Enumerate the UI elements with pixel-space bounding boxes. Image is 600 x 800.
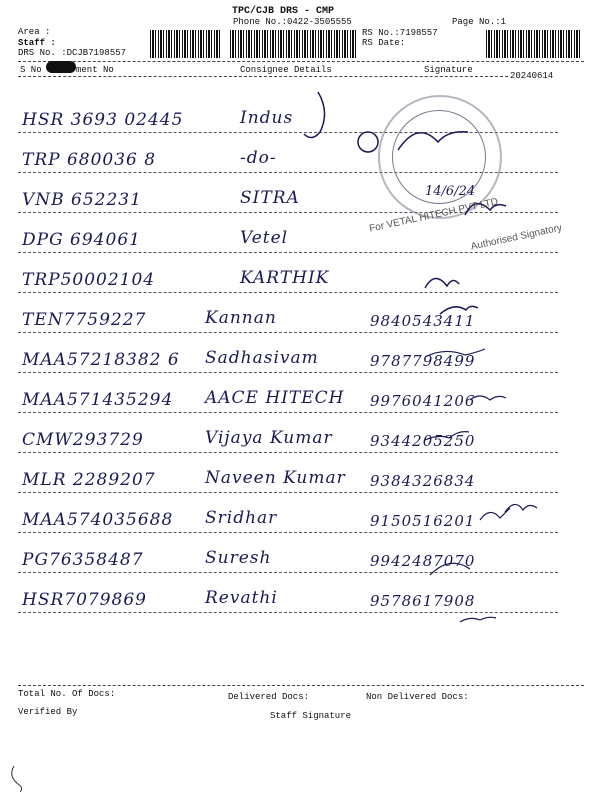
consignee-phone: 9384326834 xyxy=(370,472,476,490)
date-stamp: 20240614 xyxy=(510,71,554,81)
consignee-name: Vetel xyxy=(240,228,289,248)
stamp-date: 14/6/24 xyxy=(425,184,476,199)
signature-1 xyxy=(398,132,468,150)
consignee-name: Suresh xyxy=(205,548,272,568)
signature-5 xyxy=(425,278,459,288)
document-number: DPG 694061 xyxy=(22,230,141,250)
signature-7 xyxy=(425,349,485,357)
verified-by: Verified By xyxy=(18,707,78,717)
signature-8 xyxy=(470,396,506,400)
col-consignee: Consignee Details xyxy=(240,65,332,75)
col-document: ment No xyxy=(76,65,114,75)
document-number: CMW293729 xyxy=(22,430,144,450)
col-sno: S No xyxy=(20,65,42,75)
consignee-phone: 9787798499 xyxy=(370,352,476,370)
signature-9 xyxy=(425,432,469,440)
consignee-name: Revathi xyxy=(205,588,278,608)
consignee-name: Vijaya Kumar xyxy=(205,428,333,448)
phone-number: Phone No.:0422-3505555 xyxy=(233,17,352,27)
total-docs: Total No. Of Docs: xyxy=(18,689,116,699)
drs-number: DRS No. :DCJB7198557 xyxy=(18,48,127,58)
non-delivered-docs: Non Delivered Docs: xyxy=(366,692,469,702)
footer-rule xyxy=(18,685,584,686)
consignee-name: KARTHIK xyxy=(240,268,330,288)
signature-6 xyxy=(440,306,478,314)
consignee-phone: 9942487070 xyxy=(370,552,476,570)
consignee-name: SITRA xyxy=(240,188,300,208)
document-number: MAA57218382 6 xyxy=(22,350,180,370)
consignee-name: Indus xyxy=(240,108,294,128)
document-number: TRP50002104 xyxy=(22,270,156,290)
signature-4 xyxy=(465,204,506,215)
consignee-name: Sadhasivam xyxy=(205,348,319,368)
signature-circle xyxy=(358,132,378,152)
signature-11 xyxy=(480,508,510,520)
staff-label: Staff : xyxy=(18,38,56,48)
rs-date: RS Date: xyxy=(362,38,406,48)
corner-mark xyxy=(6,764,36,794)
signature-bracket-1 xyxy=(304,92,325,138)
signature-12 xyxy=(430,563,470,575)
consignee-name: Kannan xyxy=(205,308,277,328)
document-number: HSR 3693 02445 xyxy=(22,110,184,130)
consignee-phone: 9150516201 xyxy=(370,512,476,530)
document-number: MAA571435294 xyxy=(22,390,174,410)
stamp-company: For VETAL HITECH PVT LTD xyxy=(368,196,500,235)
area-label: Area : xyxy=(18,27,51,37)
consignee-name: Sridhar xyxy=(205,508,278,528)
consignee-name: AACE HITECH xyxy=(205,388,345,408)
doc-title: TPC/CJB DRS - CMP xyxy=(232,6,335,17)
document-number: MLR 2289207 xyxy=(22,470,156,490)
document-number: PG76358487 xyxy=(22,550,144,570)
document-number: HSR7079869 xyxy=(22,590,147,610)
consignee-phone: 9976041206 xyxy=(370,392,476,410)
page-number: Page No.:1 xyxy=(452,17,507,27)
rs-number: RS No.:7198557 xyxy=(362,28,438,38)
staff-signature: Staff Signature xyxy=(270,711,352,721)
document-number: VNB 652231 xyxy=(22,190,142,210)
document-number: TEN7759227 xyxy=(22,310,147,330)
consignee-name: Naveen Kumar xyxy=(205,468,346,488)
col-signature: Signature xyxy=(424,65,473,75)
stamp-signatory: Authorised Signatory xyxy=(469,222,563,253)
delivered-docs: Delivered Docs: xyxy=(228,692,310,702)
document-number: MAA574035688 xyxy=(22,510,174,530)
signature-13 xyxy=(460,617,496,622)
document-number: TRP 680036 8 xyxy=(22,150,157,170)
consignee-phone: 9344205250 xyxy=(370,432,476,450)
consignee-phone: 9578617908 xyxy=(370,592,476,610)
consignee-name: -do- xyxy=(240,148,277,168)
consignee-phone: 9840543411 xyxy=(370,312,476,330)
